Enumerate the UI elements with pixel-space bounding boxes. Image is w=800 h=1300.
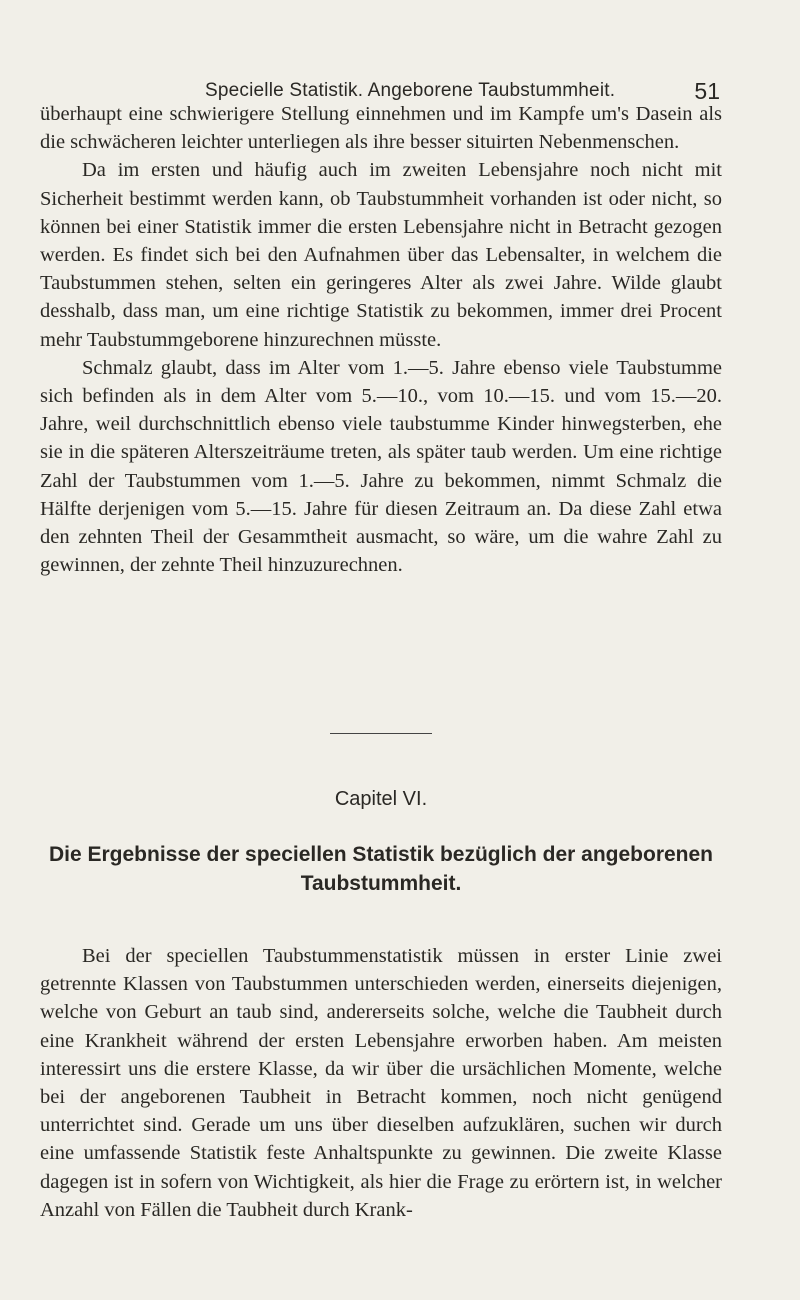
chapter-label: Capitel VI. — [334, 788, 428, 810]
paragraph: überhaupt eine schwierigere Stellung einnehmen und im Kampfe um's Dasein als die schwächeren leichter unterliegen als ihre besser situirten Nebenmenschen. — [40, 103, 722, 154]
body-text-bottom — [40, 942, 722, 1224]
paragraph: Schmalz glaubt, dass im Alter vom 1.—5. Jahre ebenso viele Taubstumme sich befinden als in dem Alter vom 5.—10., vom 10.—15. und vom 15.—20. Jahre, weil durchschnittlich ebenso viele taubstumme Kinder hinwegsterben, ehe sie in die späteren Alterszeiträume treten, als später taub werden. Um eine richtige Zahl der Taubstummen vom 1.—5. Jahre zu bekommen, nimmt Schmalz die Hälfte derjenigen vom 5.—15. Jahre für diesen Zeitraum an. Da diese Zahl etwa den zehnten Theil der Gesammtheit ausmacht, so wäre, um die wahre Zahl zu gewinnen, der zehnte Theil hinzuzurechnen. — [40, 356, 722, 577]
paragraph: Bei der speciellen Taubstummenstatistik müssen in erster Linie zwei getrennte Klassen von Taubstummen unterschieden werden, einerseits diejenigen, welche von Geburt an taub sind, andererseits solche, welche die Taubheit durch eine Krankheit während der ersten Lebensjahre erworben haben. Am meisten interessirt uns die erstere Klasse, da wir über die ursächlichen Momente, welche bei der angeborenen Taubheit in Betracht kommen, noch nicht genügend unterrichtet sind. Gerade um uns über dieselben aufzuklären, suchen wir durch eine umfassende Statistik feste Anhaltspunkte zu gewinnen. Die zweite Klasse dagegen ist in sofern von Wichtigkeit, als hier die Frage zu erörtern ist, in welcher Anzahl von Fällen die Taubheit durch Krank- — [40, 945, 722, 1221]
section-divider — [330, 733, 432, 734]
body-text-top — [40, 100, 722, 579]
paragraph: Da im ersten und häufig auch im zweiten Lebensjahre noch nicht mit Sicherheit bestimmt werden kann, ob Taubstummheit vorhanden ist oder nicht, so können bei einer Statistik immer die ersten Lebensjahre nicht in Betracht gezogen werden. Es findet sich bei den Aufnahmen über das Lebensalter, in welchem die Taubstummen stehen, selten ein geringeres Alter als zwei Jahre. Wilde glaubt desshalb, dass man, um eine richtige Statistik zu bekommen, immer drei Procent mehr Taubstummgeborene hinzurechnen müsste. — [40, 159, 722, 351]
chapter-title: Die Ergebnisse der speciellen Statistik bezüglich der angeborenen Taubstummheit. — [48, 843, 714, 895]
page-number: 51 — [694, 78, 720, 104]
running-header-title: Specielle Statistik. Angeborene Taubstummheit. — [205, 80, 616, 101]
